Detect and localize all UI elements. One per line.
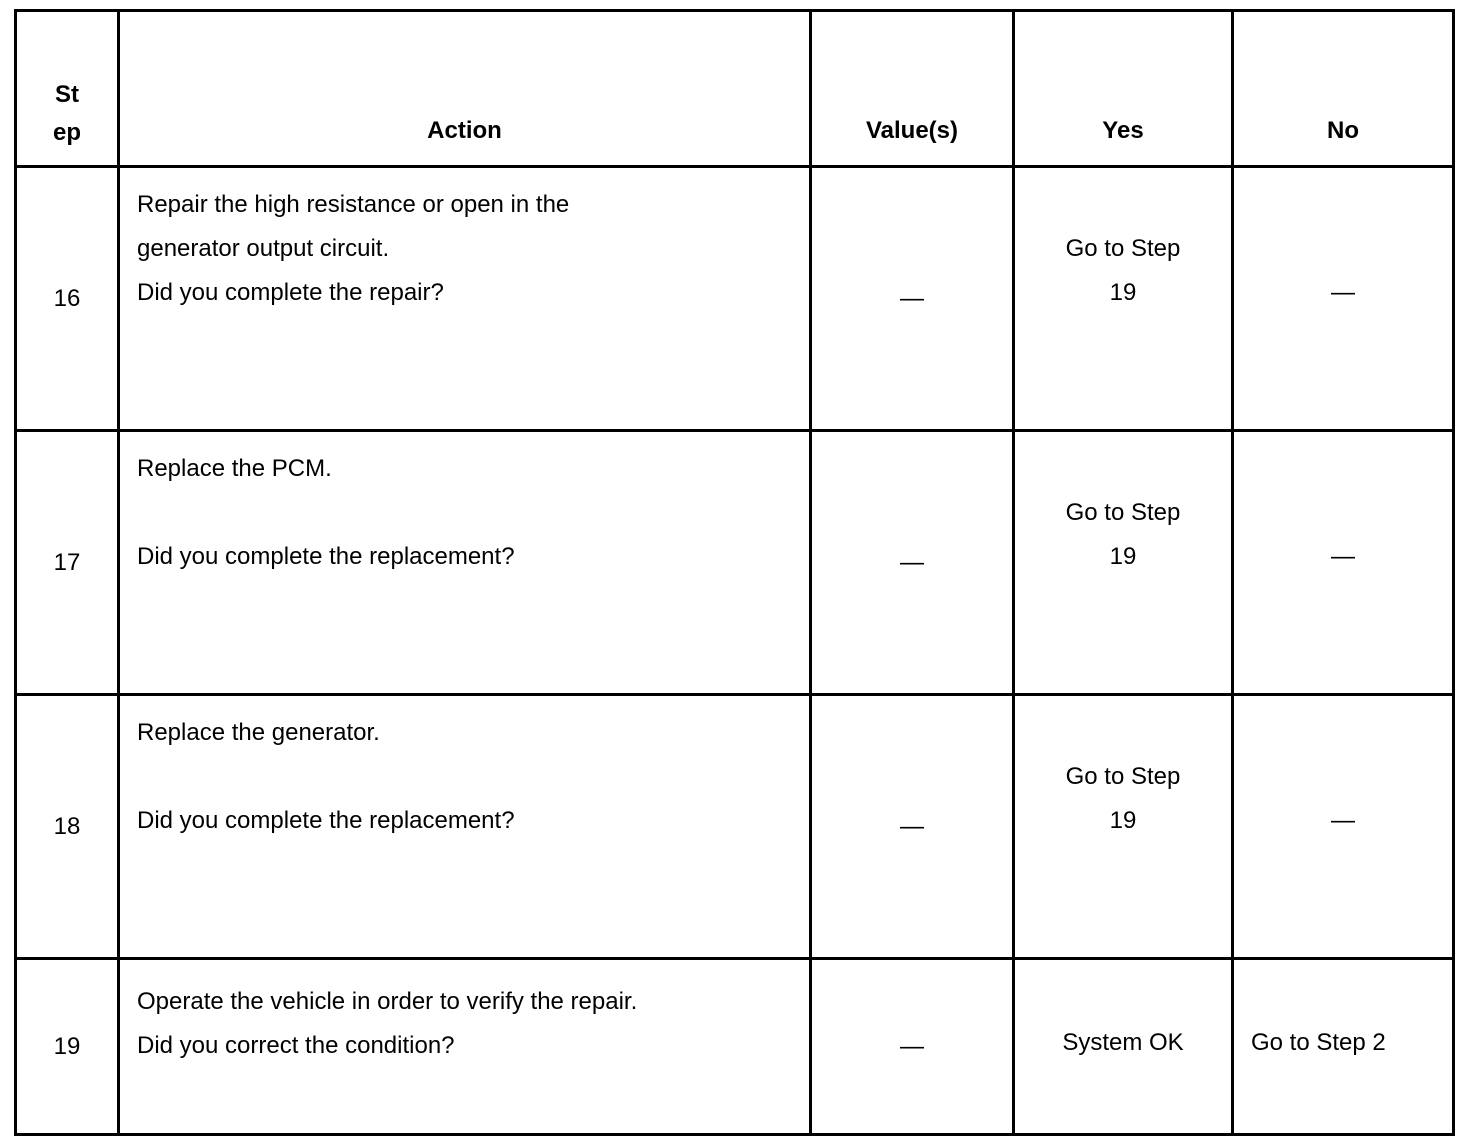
header-yes: Yes — [1014, 11, 1233, 167]
action-cell — [119, 167, 811, 431]
action-line: Operate the vehicle in order to verify the repair. — [137, 988, 638, 1015]
value-cell — [811, 695, 1014, 959]
header-step — [16, 11, 119, 167]
yes-cell — [1014, 167, 1233, 431]
no-text: — — [1331, 807, 1355, 834]
diagnostic-table-container — [14, 9, 1455, 1136]
step-number: 18 — [53, 812, 81, 840]
step-number-cell — [16, 959, 119, 1135]
action-cell — [119, 959, 811, 1135]
header-step-line1: St — [55, 81, 79, 108]
yes-cell — [1014, 959, 1233, 1135]
table-row — [16, 695, 1454, 959]
value-text: — — [900, 548, 924, 576]
action-spacer — [137, 755, 809, 799]
yes-step-number: 19 — [1109, 543, 1137, 570]
header-no: No — [1233, 11, 1454, 167]
action-question: Did you complete the repair? — [137, 279, 444, 306]
value-text: — — [900, 812, 924, 840]
diagnostic-steps-table — [14, 9, 1455, 1136]
table-row — [16, 959, 1454, 1135]
value-cell — [811, 959, 1014, 1135]
header-action: Action — [119, 11, 811, 167]
value-text: — — [900, 284, 924, 312]
yes-text: System OK — [1062, 1029, 1184, 1056]
action-cell — [119, 695, 811, 959]
no-cell — [1233, 167, 1454, 431]
step-number-cell — [16, 431, 119, 695]
yes-text: Go to Step — [1065, 763, 1181, 790]
table-row — [16, 167, 1454, 431]
action-line: Replace the PCM. — [137, 455, 332, 482]
value-cell — [811, 167, 1014, 431]
no-cell — [1233, 431, 1454, 695]
yes-text: Go to Step — [1065, 235, 1181, 262]
yes-step-number: 19 — [1109, 279, 1137, 306]
yes-cell — [1014, 695, 1233, 959]
action-cell — [119, 431, 811, 695]
header-values: Value(s) — [811, 11, 1014, 167]
table-row — [16, 431, 1454, 695]
action-spacer — [137, 491, 809, 535]
header-row — [16, 11, 1454, 167]
yes-step-number: 19 — [1109, 807, 1137, 834]
no-text: — — [1331, 543, 1355, 570]
no-cell — [1233, 695, 1454, 959]
header-step-line2: ep — [52, 119, 81, 146]
value-text: — — [900, 1032, 924, 1060]
no-text: Go to Step 2 — [1251, 1029, 1386, 1056]
no-cell — [1233, 959, 1454, 1135]
value-cell — [811, 431, 1014, 695]
step-number: 17 — [53, 548, 81, 576]
action-question: Did you complete the replacement? — [137, 543, 515, 570]
step-number-cell — [16, 167, 119, 431]
yes-cell — [1014, 431, 1233, 695]
step-number: 16 — [53, 284, 81, 312]
action-question: Did you complete the replacement? — [137, 807, 515, 834]
action-line: Repair the high resistance or open in the — [137, 191, 570, 218]
action-question: Did you correct the condition? — [137, 1032, 455, 1059]
yes-text: Go to Step — [1065, 499, 1181, 526]
step-number-cell — [16, 695, 119, 959]
action-line: generator output circuit. — [137, 235, 390, 262]
step-number: 19 — [53, 1032, 81, 1060]
action-line: Replace the generator. — [137, 719, 380, 746]
no-text: — — [1331, 279, 1355, 306]
